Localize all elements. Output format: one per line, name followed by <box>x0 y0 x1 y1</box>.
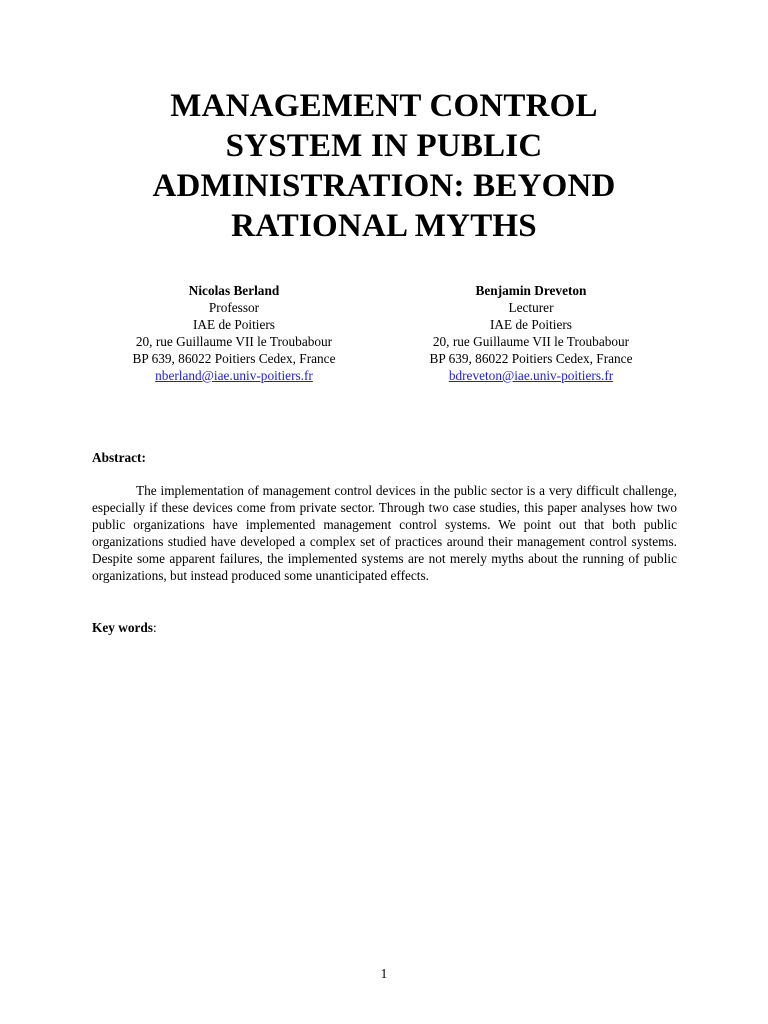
author-block-berland <box>84 282 384 384</box>
author-institution: IAE de Poitiers <box>193 317 275 332</box>
author-street: 20, rue Guillaume VII le Troubabour <box>432 334 630 349</box>
author-name: Nicolas Berland <box>188 283 280 298</box>
author-block-dreveton <box>381 282 681 384</box>
keywords-line <box>92 619 157 636</box>
author-email-link[interactable]: bdreveton@iae.univ-poitiers.fr <box>448 368 614 383</box>
page-number: 1 <box>380 966 388 981</box>
author-name: Benjamin Dreveton <box>475 283 587 298</box>
title-line: SYSTEM IN PUBLIC <box>225 128 543 164</box>
title-line: ADMINISTRATION: BEYOND <box>152 168 616 204</box>
author-city: BP 639, 86022 Poitiers Cedex, France <box>429 351 633 366</box>
author-position: Lecturer <box>508 300 554 315</box>
title-line: MANAGEMENT CONTROL <box>170 88 598 124</box>
abstract-body: The implementation of management control devices in the public sector is a very difficult challenge, especially if these devices come from private sector. Through two case studies, this paper analyses how two public organizations have implemented management control systems. We point out that both public organizations studied have developed a complex set of practices around their management control systems. Despite some apparent failures, the implemented systems are not merely myths about the running of public organizations, but instead produced some unanticipated effects. <box>92 483 677 583</box>
author-institution: IAE de Poitiers <box>490 317 572 332</box>
author-street: 20, rue Guillaume VII le Troubabour <box>135 334 333 349</box>
paper-title <box>84 86 684 246</box>
author-city: BP 639, 86022 Poitiers Cedex, France <box>132 351 336 366</box>
author-email-link[interactable]: nberland@iae.univ-poitiers.fr <box>155 368 313 383</box>
author-position: Professor <box>208 300 260 315</box>
abstract-heading: Abstract: <box>92 450 146 465</box>
keywords-label: Key words <box>92 620 153 635</box>
title-line: RATIONAL MYTHS <box>231 208 537 244</box>
keywords-separator: : <box>152 620 157 635</box>
